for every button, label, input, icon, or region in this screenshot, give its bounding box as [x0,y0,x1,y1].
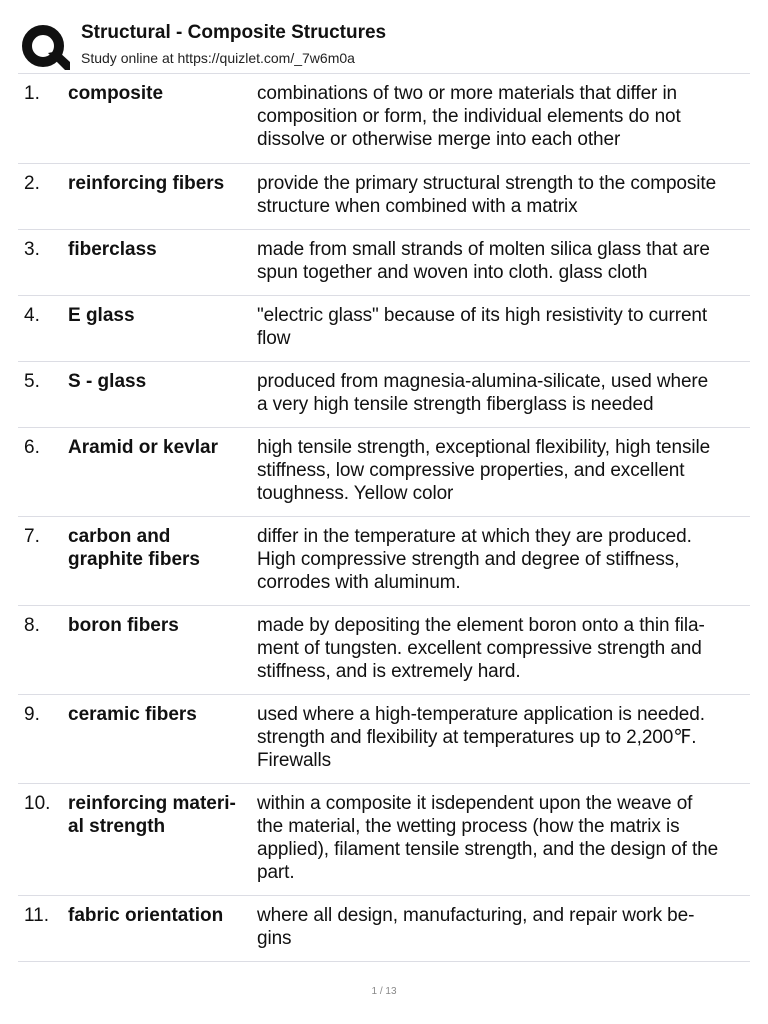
term-definition: provide the primary structural strength to the composite structure when combined with a matrix [257,173,717,217]
term-number: 5. [24,371,40,392]
term-number: 3. [24,239,40,260]
term-definition: where all design, manufacturing, and repair work be- gins [257,905,695,949]
term-number: 2. [24,173,40,194]
term-number: 7. [24,526,40,547]
term-name: boron fibers [68,615,179,636]
term-definition: high tensile strength, exceptional flexibility, high tensile stiffness, low compressive properties, and excellent toughness. Yellow color [257,437,711,504]
term-definition: made from small strands of molten silica glass that are spun together and woven into cloth. glass cloth [257,239,710,283]
term-name: reinforcing fibers [68,173,225,194]
term-number: 4. [24,305,40,326]
term-definition: used where a high-temperature application is needed. strength and flexibility at temperatures up to 2,200℉. Firewalls [257,704,705,771]
term-row [18,428,750,517]
study-link-text: Study online at https://quizlet.com/_7w6m0a [81,50,355,66]
quizlet-logo-icon [20,22,70,72]
term-definition: "electric glass" because of its high resistivity to current flow [257,305,708,349]
term-name: carbon and graphite fibers [68,526,200,570]
term-number: 6. [24,437,40,458]
term-name: composite [68,83,164,104]
term-row [18,695,750,784]
term-definition: made by depositing the element boron onto a thin fila- ment of tungsten. excellent compressive strength and stiffness, and is extremely hard. [257,615,705,682]
page-number: 1 / 13 [371,986,397,997]
term-name: fiberclass [68,239,157,260]
term-name: reinforcing materi- al strength [68,793,236,837]
term-name: Aramid or kevlar [68,437,218,458]
term-row [18,517,750,606]
term-name: E glass [68,305,135,326]
term-row [18,896,750,962]
term-name: ceramic fibers [68,704,197,725]
term-row [18,606,750,695]
terms-list [18,73,750,962]
term-number: 8. [24,615,40,636]
term-definition: produced from magnesia-alumina-silicate, used where a very high tensile strength fiberglass is needed [257,371,709,415]
term-name: S - glass [68,371,147,392]
term-row [18,784,750,896]
term-definition: differ in the temperature at which they are produced. High compressive strength and degree of stiffness, corrodes with aluminum. [257,526,692,593]
term-number: 1. [24,83,40,104]
term-row [18,296,750,362]
term-row [18,362,750,428]
term-definition: combinations of two or more materials that differ in composition or form, the individual elements do not dissolve or otherwise merge into each other [257,83,681,150]
term-number: 10. [24,793,51,814]
term-number: 11. [24,905,50,926]
term-row [18,230,750,296]
term-number: 9. [24,704,40,725]
term-row [18,164,750,230]
term-row [18,74,750,164]
term-definition: within a composite it isdependent upon the weave of the material, the wetting process (how the matrix is applied), filament tensile strength, and the design of the part. [257,793,719,883]
page-header [18,18,750,74]
term-name: fabric orientation [68,905,224,926]
page-title: Structural - Composite Structures [81,22,387,43]
